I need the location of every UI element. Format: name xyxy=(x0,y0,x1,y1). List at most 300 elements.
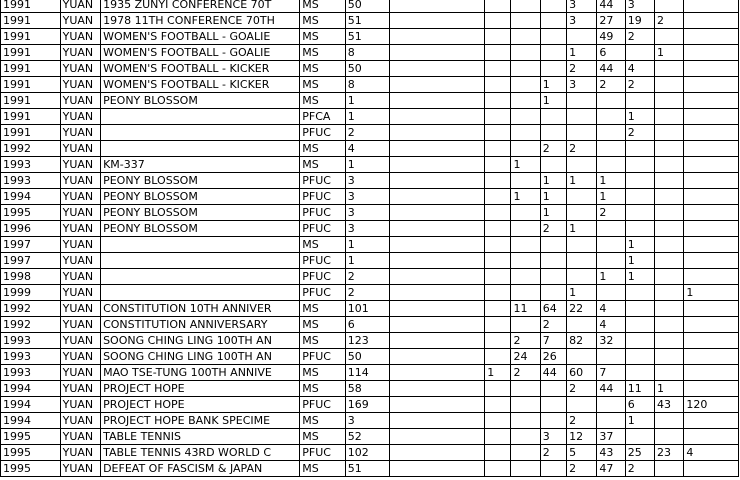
col-n-cell xyxy=(684,413,739,429)
col-l-cell: 1 xyxy=(625,109,654,125)
col-n-cell xyxy=(684,365,739,381)
type-cell: PFUC xyxy=(300,349,345,365)
currency-cell: YUAN xyxy=(60,461,100,477)
table-row xyxy=(1,269,739,285)
col-g-cell xyxy=(485,157,511,173)
title-cell: TABLE TENNIS 43RD WORLD C xyxy=(101,445,300,461)
col-k-cell: 1 xyxy=(597,269,625,285)
col-h-cell xyxy=(511,237,540,253)
col-n-cell xyxy=(684,173,739,189)
total-cell: 3 xyxy=(345,189,389,205)
col-n-cell xyxy=(684,189,739,205)
type-cell: PFUC xyxy=(300,221,345,237)
col-f-cell xyxy=(390,221,485,237)
col-j-cell xyxy=(567,397,597,413)
currency-cell: YUAN xyxy=(60,429,100,445)
col-h-cell xyxy=(511,253,540,269)
type-cell: MS xyxy=(300,61,345,77)
col-l-cell: 2 xyxy=(625,77,654,93)
total-cell: 6 xyxy=(345,317,389,333)
col-m-cell: 2 xyxy=(655,13,684,29)
col-j-cell xyxy=(567,237,597,253)
col-l-cell xyxy=(625,141,654,157)
col-h-cell xyxy=(511,461,540,477)
col-k-cell: 4 xyxy=(597,317,625,333)
col-g-cell xyxy=(485,253,511,269)
col-i-cell: 2 xyxy=(540,221,566,237)
total-cell: 3 xyxy=(345,413,389,429)
col-f-cell xyxy=(390,205,485,221)
col-g-cell xyxy=(485,93,511,109)
col-l-cell: 11 xyxy=(625,381,654,397)
col-h-cell xyxy=(511,205,540,221)
col-f-cell xyxy=(390,333,485,349)
type-cell: MS xyxy=(300,461,345,477)
currency-cell: YUAN xyxy=(60,77,100,93)
currency-cell: YUAN xyxy=(60,93,100,109)
col-g-cell xyxy=(485,13,511,29)
col-n-cell xyxy=(684,77,739,93)
col-l-cell xyxy=(625,349,654,365)
col-m-cell xyxy=(655,413,684,429)
col-m-cell xyxy=(655,61,684,77)
col-g-cell xyxy=(485,237,511,253)
table-row xyxy=(1,221,739,237)
col-m-cell xyxy=(655,221,684,237)
col-h-cell: 2 xyxy=(511,333,540,349)
col-f-cell xyxy=(390,317,485,333)
currency-cell: YUAN xyxy=(60,141,100,157)
col-k-cell: 44 xyxy=(597,61,625,77)
title-cell: CONSTITUTION ANNIVERSARY xyxy=(101,317,300,333)
total-cell: 2 xyxy=(345,125,389,141)
col-h-cell xyxy=(511,445,540,461)
year-cell: 1992 xyxy=(1,141,61,157)
col-k-cell: 47 xyxy=(597,461,625,477)
year-cell: 1993 xyxy=(1,365,61,381)
table-row xyxy=(1,173,739,189)
col-f-cell xyxy=(390,173,485,189)
col-i-cell xyxy=(540,157,566,173)
col-l-cell: 19 xyxy=(625,13,654,29)
total-cell: 3 xyxy=(345,221,389,237)
table-row xyxy=(1,413,739,429)
title-cell: PROJECT HOPE BANK SPECIME xyxy=(101,413,300,429)
year-cell: 1991 xyxy=(1,29,61,45)
col-k-cell: 27 xyxy=(597,13,625,29)
table-body xyxy=(1,0,739,477)
col-h-cell xyxy=(511,221,540,237)
col-g-cell xyxy=(485,61,511,77)
currency-cell: YUAN xyxy=(60,397,100,413)
col-m-cell xyxy=(655,317,684,333)
col-n-cell xyxy=(684,13,739,29)
col-l-cell xyxy=(625,173,654,189)
type-cell: PFUC xyxy=(300,173,345,189)
col-j-cell: 1 xyxy=(567,173,597,189)
type-cell: PFUC xyxy=(300,253,345,269)
col-j-cell: 2 xyxy=(567,413,597,429)
year-cell: 1991 xyxy=(1,93,61,109)
col-k-cell: 49 xyxy=(597,29,625,45)
col-h-cell xyxy=(511,109,540,125)
type-cell: MS xyxy=(300,381,345,397)
currency-cell: YUAN xyxy=(60,45,100,61)
title-cell: KM-337 xyxy=(101,157,300,173)
col-k-cell xyxy=(597,413,625,429)
col-l-cell xyxy=(625,317,654,333)
title-cell xyxy=(101,269,300,285)
col-i-cell xyxy=(540,461,566,477)
col-l-cell xyxy=(625,205,654,221)
total-cell: 50 xyxy=(345,349,389,365)
col-k-cell xyxy=(597,141,625,157)
col-m-cell xyxy=(655,301,684,317)
total-cell: 1 xyxy=(345,109,389,125)
col-g-cell xyxy=(485,189,511,205)
col-g-cell xyxy=(485,125,511,141)
col-f-cell xyxy=(390,253,485,269)
year-cell: 1993 xyxy=(1,157,61,173)
col-k-cell: 6 xyxy=(597,45,625,61)
table-row xyxy=(1,189,739,205)
total-cell: 1 xyxy=(345,93,389,109)
col-f-cell xyxy=(390,141,485,157)
title-cell xyxy=(101,253,300,269)
col-h-cell: 24 xyxy=(511,349,540,365)
table-row xyxy=(1,253,739,269)
col-i-cell: 44 xyxy=(540,365,566,381)
table-row xyxy=(1,141,739,157)
col-g-cell xyxy=(485,445,511,461)
col-k-cell xyxy=(597,397,625,413)
col-h-cell xyxy=(511,173,540,189)
col-m-cell xyxy=(655,109,684,125)
col-i-cell xyxy=(540,237,566,253)
type-cell: MS xyxy=(300,13,345,29)
col-k-cell: 44 xyxy=(597,0,625,13)
col-h-cell: 2 xyxy=(511,365,540,381)
total-cell: 51 xyxy=(345,13,389,29)
type-cell: PFUC xyxy=(300,397,345,413)
col-m-cell xyxy=(655,0,684,13)
col-i-cell: 7 xyxy=(540,333,566,349)
col-l-cell xyxy=(625,285,654,301)
col-f-cell xyxy=(390,45,485,61)
col-j-cell: 3 xyxy=(567,13,597,29)
col-n-cell xyxy=(684,141,739,157)
col-g-cell xyxy=(485,109,511,125)
col-k-cell xyxy=(597,157,625,173)
year-cell: 1991 xyxy=(1,61,61,77)
col-g-cell xyxy=(485,317,511,333)
total-cell: 52 xyxy=(345,429,389,445)
col-i-cell: 3 xyxy=(540,429,566,445)
title-cell: MAO TSE-TUNG 100TH ANNIVE xyxy=(101,365,300,381)
col-m-cell xyxy=(655,429,684,445)
type-cell: MS xyxy=(300,77,345,93)
col-m-cell xyxy=(655,349,684,365)
total-cell: 169 xyxy=(345,397,389,413)
col-n-cell xyxy=(684,333,739,349)
col-i-cell xyxy=(540,381,566,397)
year-cell: 1996 xyxy=(1,221,61,237)
col-g-cell xyxy=(485,173,511,189)
col-j-cell: 1 xyxy=(567,285,597,301)
title-cell: PROJECT HOPE xyxy=(101,381,300,397)
total-cell: 51 xyxy=(345,29,389,45)
year-cell: 1993 xyxy=(1,333,61,349)
col-j-cell xyxy=(567,93,597,109)
type-cell: MS xyxy=(300,0,345,13)
col-m-cell xyxy=(655,29,684,45)
col-n-cell xyxy=(684,237,739,253)
col-g-cell xyxy=(485,45,511,61)
col-f-cell xyxy=(390,381,485,397)
col-l-cell: 2 xyxy=(625,125,654,141)
col-n-cell xyxy=(684,461,739,477)
col-h-cell xyxy=(511,141,540,157)
type-cell: MS xyxy=(300,157,345,173)
table-row xyxy=(1,0,739,13)
col-j-cell xyxy=(567,29,597,45)
year-cell: 1995 xyxy=(1,205,61,221)
col-h-cell xyxy=(511,381,540,397)
col-h-cell xyxy=(511,413,540,429)
year-cell: 1991 xyxy=(1,0,61,13)
col-h-cell xyxy=(511,61,540,77)
type-cell: MS xyxy=(300,429,345,445)
col-n-cell xyxy=(684,45,739,61)
total-cell: 8 xyxy=(345,77,389,93)
col-j-cell: 2 xyxy=(567,381,597,397)
col-h-cell xyxy=(511,45,540,61)
type-cell: MS xyxy=(300,317,345,333)
col-f-cell xyxy=(390,349,485,365)
col-n-cell xyxy=(684,221,739,237)
col-n-cell xyxy=(684,253,739,269)
col-m-cell xyxy=(655,237,684,253)
col-i-cell: 1 xyxy=(540,189,566,205)
currency-cell: YUAN xyxy=(60,189,100,205)
col-f-cell xyxy=(390,445,485,461)
currency-cell: YUAN xyxy=(60,221,100,237)
col-h-cell xyxy=(511,93,540,109)
col-l-cell: 25 xyxy=(625,445,654,461)
col-n-cell: 120 xyxy=(684,397,739,413)
col-g-cell xyxy=(485,29,511,45)
table-row xyxy=(1,205,739,221)
col-k-cell: 7 xyxy=(597,365,625,381)
col-j-cell: 2 xyxy=(567,141,597,157)
col-g-cell xyxy=(485,381,511,397)
table-row xyxy=(1,301,739,317)
col-j-cell xyxy=(567,125,597,141)
currency-cell: YUAN xyxy=(60,0,100,13)
year-cell: 1991 xyxy=(1,13,61,29)
col-h-cell xyxy=(511,13,540,29)
col-l-cell xyxy=(625,333,654,349)
col-k-cell xyxy=(597,349,625,365)
col-n-cell xyxy=(684,109,739,125)
col-g-cell xyxy=(485,269,511,285)
col-j-cell: 2 xyxy=(567,61,597,77)
table-row xyxy=(1,109,739,125)
currency-cell: YUAN xyxy=(60,61,100,77)
col-l-cell xyxy=(625,301,654,317)
col-m-cell xyxy=(655,285,684,301)
col-i-cell: 26 xyxy=(540,349,566,365)
title-cell xyxy=(101,125,300,141)
year-cell: 1994 xyxy=(1,413,61,429)
title-cell: WOMEN'S FOOTBALL - GOALIE xyxy=(101,29,300,45)
col-j-cell: 1 xyxy=(567,221,597,237)
col-m-cell: 1 xyxy=(655,381,684,397)
type-cell: MS xyxy=(300,237,345,253)
year-cell: 1993 xyxy=(1,349,61,365)
col-i-cell xyxy=(540,269,566,285)
col-h-cell xyxy=(511,429,540,445)
currency-cell: YUAN xyxy=(60,125,100,141)
col-n-cell xyxy=(684,317,739,333)
title-cell: PEONY BLOSSOM xyxy=(101,221,300,237)
col-g-cell xyxy=(485,205,511,221)
col-k-cell xyxy=(597,253,625,269)
col-l-cell: 3 xyxy=(625,0,654,13)
col-j-cell xyxy=(567,253,597,269)
currency-cell: YUAN xyxy=(60,285,100,301)
col-f-cell xyxy=(390,269,485,285)
title-cell: WOMEN'S FOOTBALL - KICKER xyxy=(101,77,300,93)
col-i-cell: 2 xyxy=(540,317,566,333)
title-cell xyxy=(101,109,300,125)
col-l-cell xyxy=(625,189,654,205)
table-row xyxy=(1,429,739,445)
year-cell: 1999 xyxy=(1,285,61,301)
col-f-cell xyxy=(390,125,485,141)
col-l-cell: 2 xyxy=(625,461,654,477)
total-cell: 3 xyxy=(345,205,389,221)
col-n-cell: 1 xyxy=(684,285,739,301)
col-f-cell xyxy=(390,285,485,301)
total-cell: 1 xyxy=(345,253,389,269)
col-j-cell: 3 xyxy=(567,77,597,93)
year-cell: 1995 xyxy=(1,461,61,477)
col-h-cell xyxy=(511,397,540,413)
col-i-cell xyxy=(540,253,566,269)
col-k-cell: 1 xyxy=(597,189,625,205)
total-cell: 58 xyxy=(345,381,389,397)
col-n-cell xyxy=(684,269,739,285)
currency-cell: YUAN xyxy=(60,253,100,269)
title-cell: PEONY BLOSSOM xyxy=(101,93,300,109)
col-l-cell xyxy=(625,429,654,445)
col-i-cell xyxy=(540,45,566,61)
type-cell: MS xyxy=(300,29,345,45)
col-j-cell xyxy=(567,157,597,173)
currency-cell: YUAN xyxy=(60,173,100,189)
col-i-cell: 2 xyxy=(540,141,566,157)
col-f-cell xyxy=(390,429,485,445)
table-row xyxy=(1,157,739,173)
title-cell: SOONG CHING LING 100TH AN xyxy=(101,333,300,349)
total-cell: 2 xyxy=(345,269,389,285)
total-cell: 50 xyxy=(345,61,389,77)
col-j-cell: 12 xyxy=(567,429,597,445)
col-m-cell xyxy=(655,141,684,157)
total-cell: 102 xyxy=(345,445,389,461)
col-i-cell: 2 xyxy=(540,445,566,461)
year-cell: 1995 xyxy=(1,445,61,461)
col-j-cell: 60 xyxy=(567,365,597,381)
currency-cell: YUAN xyxy=(60,317,100,333)
currency-cell: YUAN xyxy=(60,157,100,173)
year-cell: 1994 xyxy=(1,189,61,205)
col-k-cell: 32 xyxy=(597,333,625,349)
col-i-cell xyxy=(540,0,566,13)
col-g-cell xyxy=(485,397,511,413)
col-f-cell xyxy=(390,237,485,253)
title-cell: WOMEN'S FOOTBALL - KICKER xyxy=(101,61,300,77)
col-f-cell xyxy=(390,13,485,29)
col-l-cell: 1 xyxy=(625,237,654,253)
col-j-cell: 2 xyxy=(567,461,597,477)
type-cell: MS xyxy=(300,301,345,317)
total-cell: 1 xyxy=(345,157,389,173)
table-row xyxy=(1,125,739,141)
col-f-cell xyxy=(390,301,485,317)
col-l-cell xyxy=(625,157,654,173)
col-h-cell xyxy=(511,0,540,13)
title-cell: WOMEN'S FOOTBALL - GOALIE xyxy=(101,45,300,61)
col-f-cell xyxy=(390,93,485,109)
year-cell: 1992 xyxy=(1,317,61,333)
col-n-cell xyxy=(684,29,739,45)
col-f-cell xyxy=(390,365,485,381)
table-row xyxy=(1,285,739,301)
table-row xyxy=(1,29,739,45)
col-i-cell xyxy=(540,125,566,141)
col-i-cell xyxy=(540,109,566,125)
type-cell: MS xyxy=(300,93,345,109)
type-cell: PFUC xyxy=(300,125,345,141)
type-cell: PFUC xyxy=(300,269,345,285)
col-k-cell: 2 xyxy=(597,77,625,93)
col-j-cell xyxy=(567,109,597,125)
year-cell: 1992 xyxy=(1,301,61,317)
col-l-cell xyxy=(625,45,654,61)
col-g-cell xyxy=(485,333,511,349)
col-j-cell xyxy=(567,317,597,333)
col-j-cell: 82 xyxy=(567,333,597,349)
col-m-cell xyxy=(655,77,684,93)
year-cell: 1991 xyxy=(1,125,61,141)
col-f-cell xyxy=(390,61,485,77)
total-cell: 2 xyxy=(345,285,389,301)
col-m-cell xyxy=(655,461,684,477)
total-cell: 51 xyxy=(345,461,389,477)
col-j-cell xyxy=(567,189,597,205)
col-h-cell: 1 xyxy=(511,189,540,205)
col-f-cell xyxy=(390,397,485,413)
col-n-cell xyxy=(684,93,739,109)
col-j-cell: 1 xyxy=(567,45,597,61)
col-h-cell xyxy=(511,125,540,141)
col-k-cell xyxy=(597,109,625,125)
col-f-cell xyxy=(390,157,485,173)
col-f-cell xyxy=(390,461,485,477)
type-cell: PFUC xyxy=(300,189,345,205)
